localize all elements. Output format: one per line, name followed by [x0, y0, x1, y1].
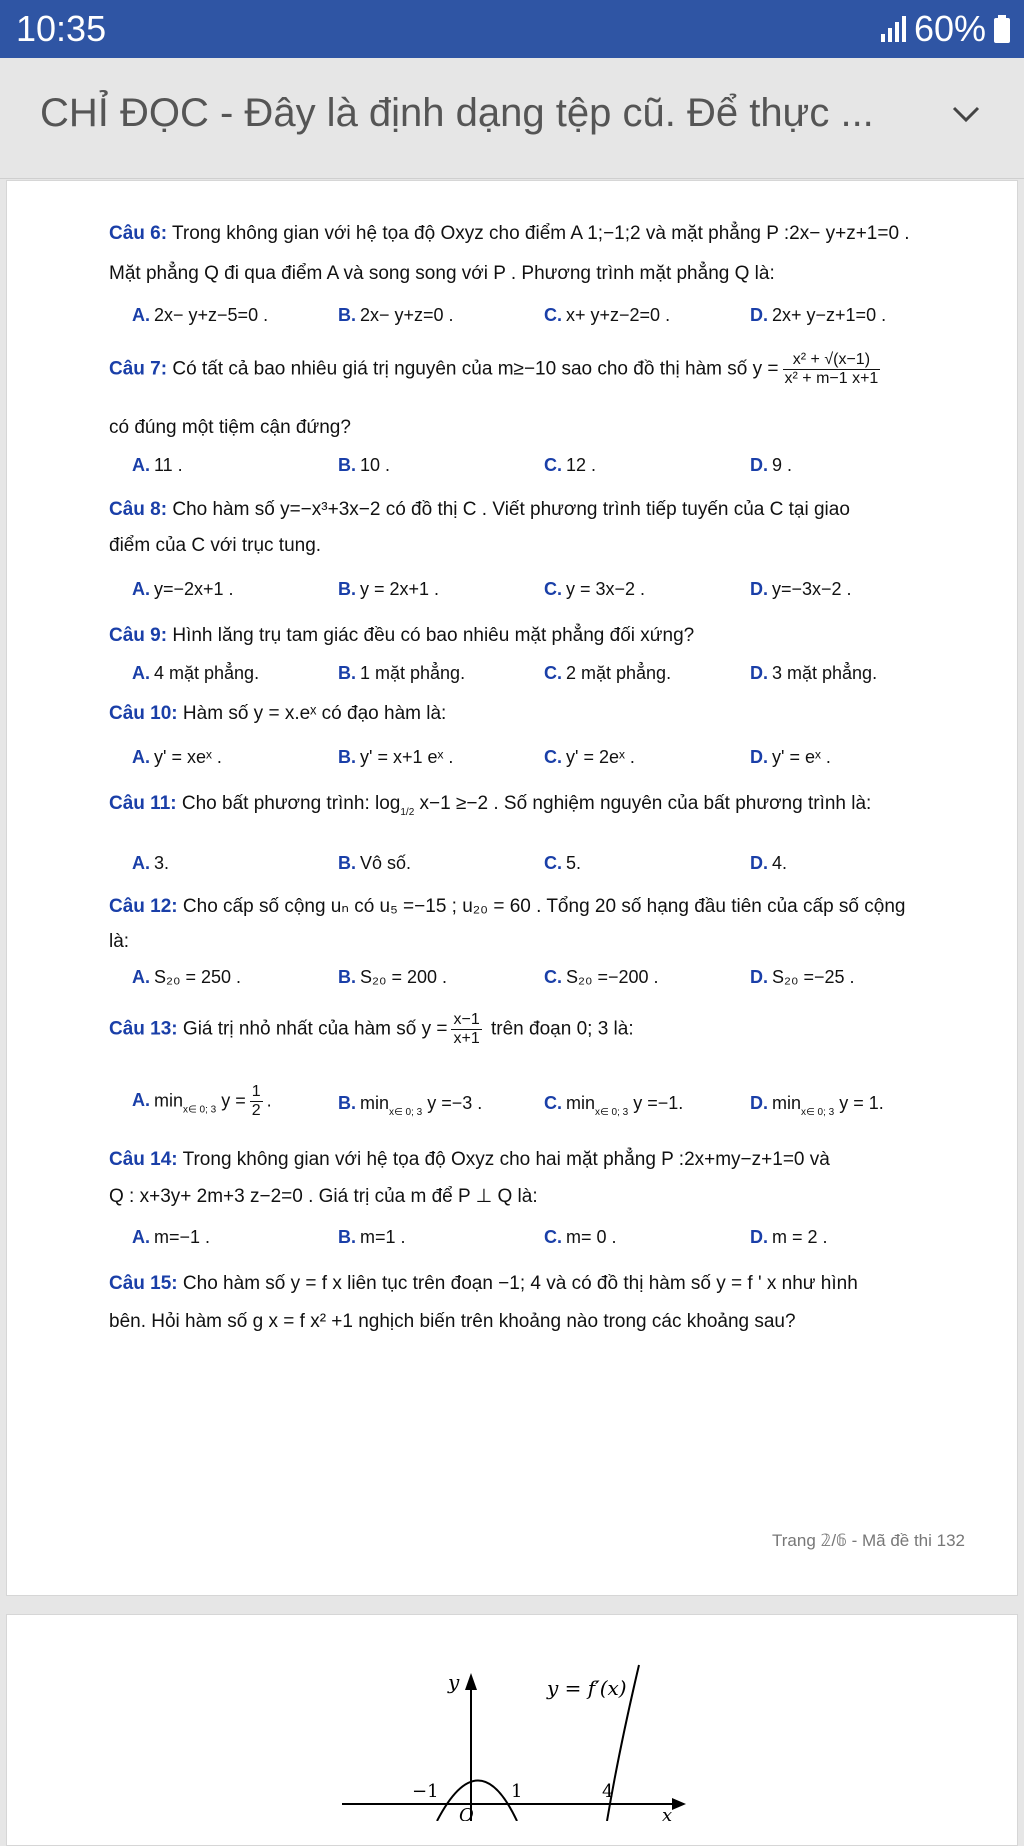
q14-option-b: B. m=1 .: [338, 1227, 406, 1247]
q12-option-d: D. S₂₀ =−25 .: [750, 967, 855, 987]
tick-4: 4: [602, 1781, 614, 1802]
q9-option-d: D. 3 mặt phẳng.: [750, 663, 878, 683]
document-page-2: [6, 1614, 1018, 1846]
q13-option-a: A. $\min_{x\in 0; 3} y$ = $\frac{1}{2}$ .: [132, 1083, 272, 1119]
curve-parabola: [437, 1781, 517, 1822]
q11-option-c: C. 5.: [544, 853, 582, 873]
q8-option-b: B. y = 2x+1 .: [338, 579, 440, 599]
q7-option-c: C. 12 .: [544, 455, 597, 475]
q7-line2: có đúng một tiệm cận đứng?: [109, 417, 351, 438]
q10-option-b: B. y' = x+1 eˣ .: [338, 747, 454, 767]
q13-option-d: D. $\min_{x\in 0; 3} y = 1$.: [750, 1093, 884, 1118]
curve-label: y = f′(x): [547, 1676, 627, 1700]
battery-icon: [994, 15, 1010, 43]
q8-line2: điểm của C với trục tung.: [109, 535, 322, 556]
q10-option-d: D. y' = eˣ .: [750, 747, 831, 767]
battery-percent: 60%: [913, 8, 986, 49]
q9-option-c: C. 2 mặt phẳng.: [544, 663, 672, 683]
q12-option-a: A. S₂₀ = 250 .: [132, 967, 242, 987]
derivative-graph: [7, 1615, 1017, 1821]
status-time: 10:35: [16, 8, 107, 49]
status-bar: [0, 0, 1024, 58]
q14-line2: Q : x+3y+ 2m+3 z−2=0 . Giá trị của m để P ⊥ Q là:: [109, 1186, 538, 1207]
q6-option-b: B. 2x− y+z=0 .: [338, 305, 454, 325]
q8-option-d: D. y=−3x−2 .: [750, 579, 852, 599]
q6-line2: Mặt phẳng Q đi qua điểm A và song song với P . Phương trình mặt phẳng Q là:: [109, 263, 775, 284]
q6-option-a: A. 2x− y+z−5=0 .: [132, 305, 269, 325]
q11-option-d: D. 4.: [750, 853, 788, 873]
q13-line1: Câu 13: Giá trị nhỏ nhất của hàm số y = $\frac{x-1}{x+1}$ trên đoạn 0; 3 là:: [109, 1011, 634, 1047]
y-axis-label: y: [448, 1670, 460, 1694]
status-right: [881, 8, 1010, 50]
document-page-1: [6, 180, 1018, 1596]
q7-option-b: B. 10 .: [338, 455, 391, 475]
q14-option-d: D. m = 2 .: [750, 1227, 828, 1247]
q13-option-c: C. $\min_{x\in 0; 3} y =-1$.: [544, 1093, 684, 1118]
q9-line1: Câu 9: Hình lăng trụ tam giác đều có bao nhiêu mặt phẳng đối xứng?: [109, 625, 695, 646]
q8-line1: Câu 8: Cho hàm số y=−x³+3x−2 có đồ thị C . Viết phương trình tiếp tuyến của C tại giao: [109, 499, 850, 520]
q10-option-a: A. y' = xeˣ .: [132, 747, 222, 767]
q12-option-c: C. S₂₀ =−200 .: [544, 967, 659, 987]
q9-option-a: A. 4 mặt phẳng.: [132, 663, 260, 683]
q14-line1: Câu 14: Trong không gian với hệ tọa độ Oxyz cho hai mặt phẳng P :2x+my−z+1=0 và: [109, 1149, 830, 1170]
q14-option-c: C. m= 0 .: [544, 1227, 617, 1247]
q15-line1: Câu 15: Cho hàm số y = f x liên tục trên đoạn −1; 4 và có đồ thị hàm số y = f ' x như hình: [109, 1273, 858, 1294]
q7-option-d: D. 9 .: [750, 455, 793, 475]
q12-line2: là:: [109, 931, 130, 952]
q15-line2: bên. Hỏi hàm số g x = f x² +1 nghịch biến trên khoảng nào trong các khoảng sau?: [109, 1311, 796, 1332]
q7-line1: Câu 7: Có tất cả bao nhiêu giá trị nguyên của m≥−10 sao cho đồ thị hàm số y = $\frac{\text{x² + √(x−1)}}{\text{x² + m−1 x+1}}$: [109, 351, 879, 387]
q13-option-b: B. $\min_{x\in 0; 3} y =-3$ .: [338, 1093, 483, 1118]
q6-option-c: C. x+ y+z−2=0 .: [544, 305, 671, 325]
x-axis-arrow-icon: [672, 1798, 686, 1810]
q11-option-b: B. Vô số.: [338, 853, 412, 873]
tick-1: 1: [511, 1781, 523, 1802]
q12-line1: Câu 12: Cho cấp số cộng uₙ có u₅ =−15 ; u₂₀ = 60 . Tổng 20 số hạng đầu tiên của cấp số cộng: [109, 896, 906, 917]
q10-line1: Câu 10: Hàm số y = x.eˣ có đạo hàm là:: [109, 703, 447, 724]
tick-neg1: −1: [412, 1781, 439, 1802]
q14-option-a: A. m=−1 .: [132, 1227, 211, 1247]
readonly-banner[interactable]: [0, 58, 1024, 179]
q6-line1: Câu 6: Trong không gian với hệ tọa độ Oxyz cho điểm A 1;−1;2 và mặt phẳng P :2x− y+z+1=0 .: [109, 223, 910, 244]
q11-option-a: A. 3.: [132, 853, 170, 873]
y-axis-arrow-icon: [465, 1673, 477, 1690]
q7-option-a: A. 11 .: [132, 455, 183, 475]
banner-title: CHỈ ĐỌC - Đây là định dạng tệp cũ. Để thực ...: [40, 91, 874, 135]
q8-option-c: C. y = 3x−2 .: [544, 579, 646, 599]
q12-option-b: B. S₂₀ = 200 .: [338, 967, 448, 987]
signal-icon: [881, 16, 906, 42]
q10-option-c: C. y' = 2eˣ .: [544, 747, 635, 767]
q9-option-b: B. 1 mặt phẳng.: [338, 663, 466, 683]
q8-option-a: A. y=−2x+1 .: [132, 579, 234, 599]
q6-option-d: D. 2x+ y−z+1=0 .: [750, 305, 887, 325]
q11-line1: Câu 11: Cho bất phương trình: $\log_{1/2} x-1 \ge-2$ . Số nghiệm nguyên của bất phương trình là:: [109, 793, 872, 818]
origin-label: O: [459, 1805, 474, 1821]
page-footer: Trang 𝟚/𝟞 - Mã đề thi 132: [772, 1531, 965, 1550]
chevron-down-icon[interactable]: [946, 94, 986, 134]
x-axis-label: x: [662, 1805, 673, 1821]
